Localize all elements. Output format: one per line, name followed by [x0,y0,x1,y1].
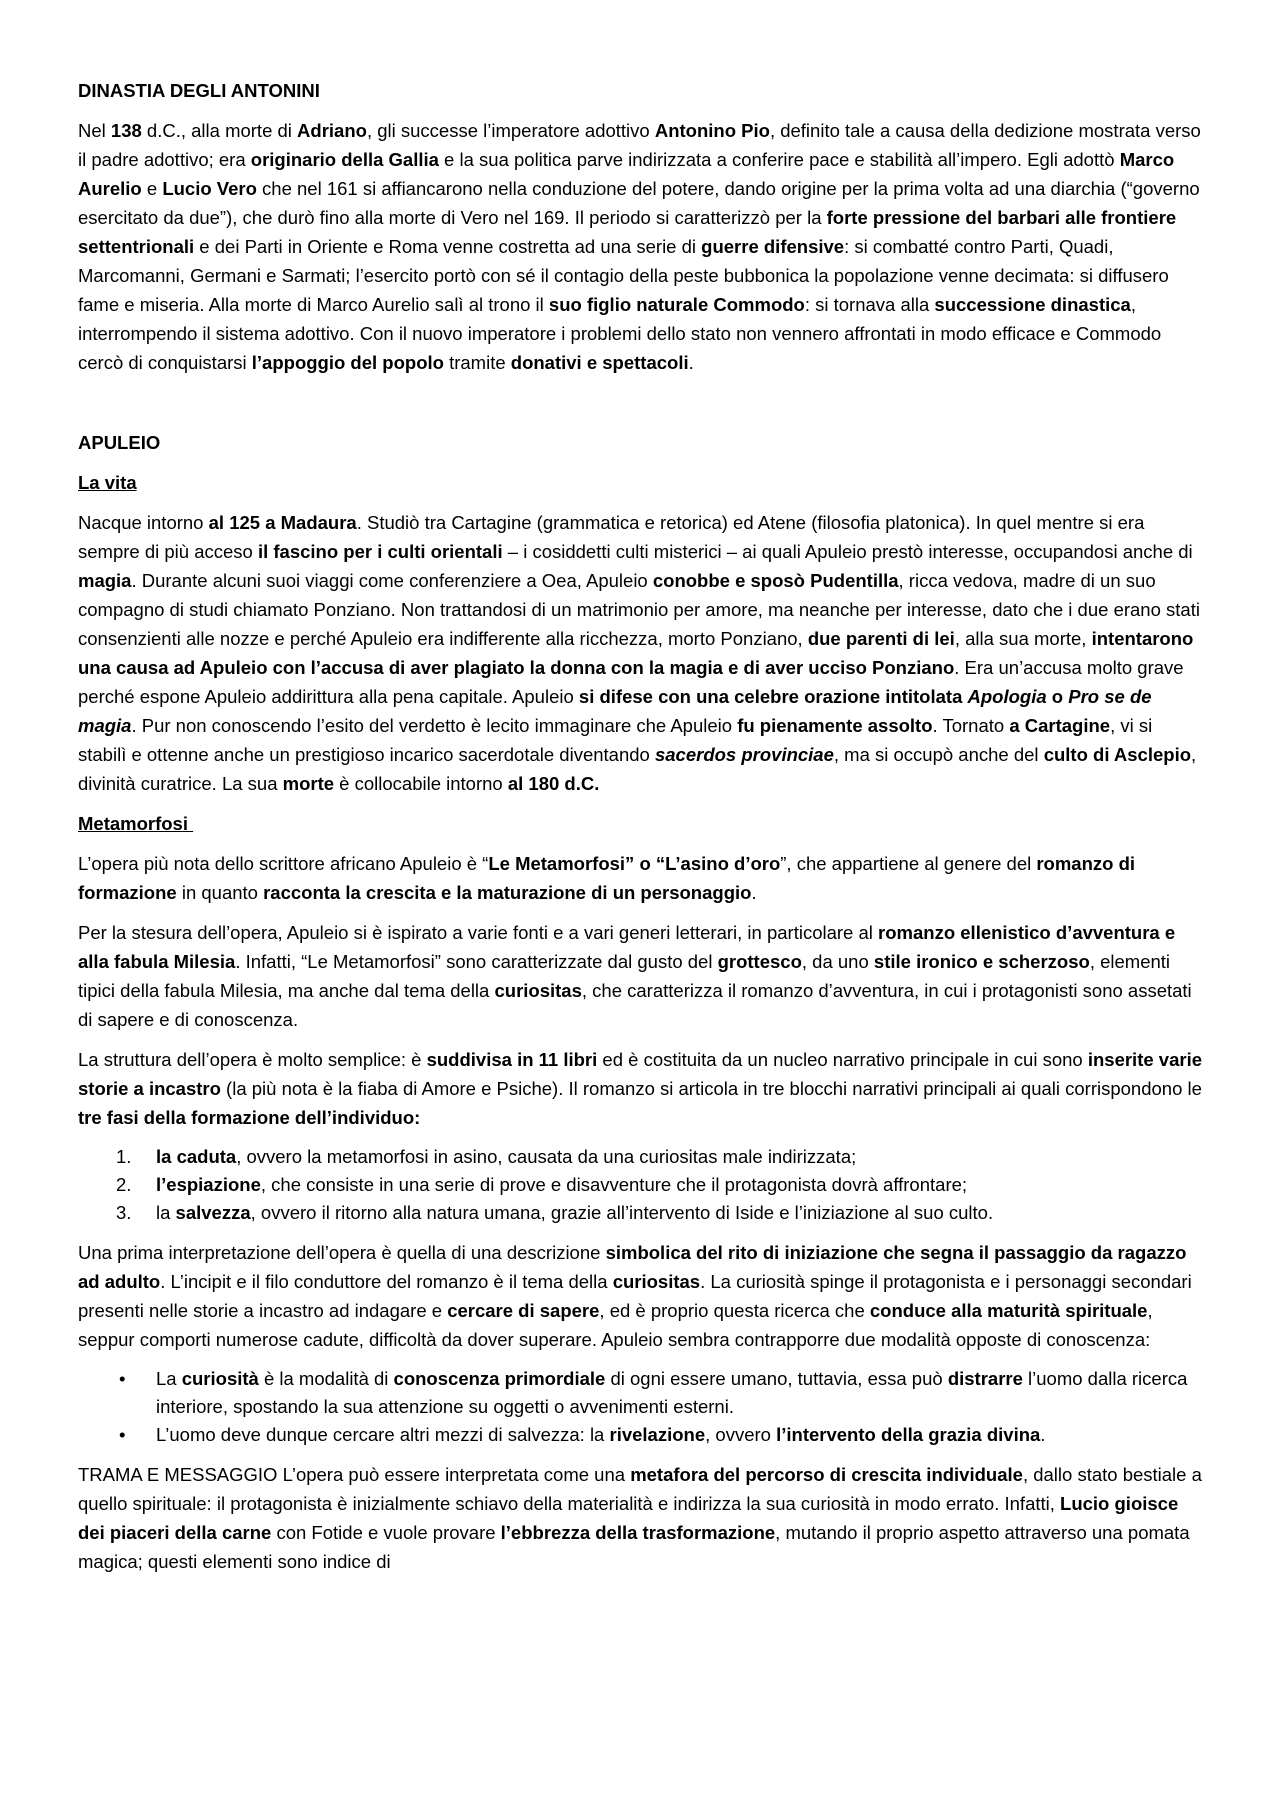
bold-text-run: successione dinastica [934,294,1131,315]
bold-text-run: metafora del percorso di crescita individuale [630,1464,1023,1485]
paragraph-trama-e-messaggio [78,1460,1204,1576]
bold-text-run: a Cartagine [1009,715,1111,736]
bold-text-run: Le Metamorfosi” o “L’asino d’oro [488,853,781,874]
text-run: (la più nota è la fiaba di Amore e Psiche). Il romanzo si articola in tre blocchi narrativi principali ai quali corrispondono le [220,1078,1202,1099]
bold-text-run: conduce alla maturità spirituale [869,1300,1148,1321]
bold-text-run: o [1046,686,1069,707]
text-run: , ovvero [705,1424,777,1445]
text-run: , definito tale a causa della dedizione mostrata verso il padre adottivo; era [78,120,1201,170]
text-run: con Fotide e vuole provare [271,1522,501,1543]
text-run: ed è costituita da un nucleo narrativo principale in cui sono [597,1049,1088,1070]
bold-text-run: il fascino per i culti orientali [257,541,503,562]
bold-text-run: tre fasi della formazione dell’individuo: [78,1107,421,1128]
bold-text-run: Apologia [967,686,1047,707]
section-dinastia-antonini [78,76,1204,377]
text-run: La [156,1368,182,1389]
text-run: . L’incipit e il filo conduttore del romanzo è il tema della [160,1271,613,1292]
text-run: . [688,352,694,373]
bold-text-run: l’appoggio del popolo [251,352,444,373]
subheading-la-vita: La vita [78,472,137,493]
text-run: che nel 161 si affiancarono nella conduzione del potere, dando origine per la prima volta ad una diarchia (“governo esercitato da due”), che durò fino alla morte di Vero nel 169. Il periodo si caratterizzò per la [78,178,1200,228]
text-run: è collocabile intorno [334,773,508,794]
bold-text-run: originario della Gallia [250,149,439,170]
paragraph-vita [78,508,1204,798]
bullet-item-curiosita [78,1365,1204,1421]
section-title-dinastia: DINASTIA DEGLI ANTONINI [78,80,320,101]
bold-text-run: al 125 a Madaura [208,512,357,533]
list-item-text [156,1199,1204,1227]
text-run: l’uomo dalla ricerca interiore, spostando la sua attenzione su oggetti o avvenimenti esterni. [156,1368,1188,1417]
text-run: ”, che appartiene al genere del [780,853,1037,874]
text-run: Nel [78,120,111,141]
bold-text-run: sacerdos provinciae [654,744,834,765]
list-number: 1. [116,1146,132,1167]
list-item-fase-3 [78,1199,1204,1227]
bold-text-run: romanzo ellenistico d’avventura e alla fabula Milesia [78,922,1176,972]
bullet-icon: • [119,1424,126,1445]
text-run: e [141,178,163,199]
bullet-item-text [156,1365,1204,1421]
subheading-metamorfosi: Metamorfosi [78,813,194,834]
bold-text-run: grottesco [717,951,802,972]
list-number: 2. [116,1174,132,1195]
bold-text-run: curiositas [494,980,582,1001]
bold-text-run: l’ebbrezza della trasformazione [500,1522,776,1543]
bold-text-run: l’intervento della grazia divina [776,1424,1041,1445]
text-run: . Durante alcuni suoi viaggi come conferenziere a Oea, Apuleio [131,570,653,591]
section-title-apuleio: APULEIO [78,432,161,453]
bold-text-run: intentarono una causa ad Apuleio con l’accusa di aver plagiato la donna con la magia e di aver ucciso Ponziano [78,628,1194,678]
bullet-list-conoscenza [78,1365,1204,1449]
text-run: Nacque intorno [78,512,209,533]
text-run: , che consiste in una serie di prove e disavventure che il protagonista dovrà affrontare; [260,1174,968,1195]
bold-text-run: donativi e spettacoli [510,352,689,373]
text-run: , ma si occupò anche del [833,744,1044,765]
bullet-item-text [156,1421,1204,1449]
text-run: . Infatti, “Le Metamorfosi” sono caratterizzate dal gusto del [235,951,718,972]
bold-text-run: salvezza [175,1202,251,1223]
text-run: La struttura dell’opera è molto semplice: è [78,1049,427,1070]
text-run: e la sua politica parve indirizzata a conferire pace e stabilità all’impero. Egli adottò [438,149,1120,170]
bold-text-run: Antonino Pio [654,120,770,141]
numbered-list-fasi [78,1143,1204,1227]
bold-text-run: l’espiazione [156,1174,261,1195]
bold-text-run: suddivisa in 11 libri [426,1049,598,1070]
text-run: , vi si stabilì e ottenne anche un prestigioso incarico sacerdotale diventando [78,715,1153,765]
text-run: L’uomo deve dunque cercare altri mezzi di salvezza: la [156,1424,610,1445]
text-run: tramite [443,352,511,373]
bold-text-run: stile ironico e scherzoso [873,951,1090,972]
text-run: , ovvero il ritorno alla natura umana, grazie all’intervento di Iside e l’iniziazione al suo culto. [250,1202,994,1223]
text-run: , ricca vedova, madre di un suo compagno di studi chiamato Ponziano. Non trattandosi di un matrimonio per amore, ma neanche per interesse, dato che i due erano stati consenzienti alle nozze e perché Apuleio era indifferente alla ricchezza, morto Ponziano, [78,570,1200,649]
section-apuleio [78,428,1204,1576]
text-run: in quanto [176,882,264,903]
text-run: , gli successe l’imperatore adottivo [366,120,655,141]
empty-line [78,388,1204,417]
bold-text-run: distrarre [947,1368,1023,1389]
text-run: di ogni essere umano, tuttavia, essa può [605,1368,948,1389]
text-run: e dei Parti in Oriente e Roma venne costretta ad una serie di [194,236,702,257]
text-run: , mutando il proprio aspetto attraverso una pomata magica; questi elementi sono indice di [78,1522,1190,1572]
bold-text-run: culto di Asclepio [1043,744,1192,765]
bold-text-run: due parenti di lei [807,628,955,649]
text-run: , ed è proprio questa ricerca che [599,1300,870,1321]
bold-text-run: Lucio Vero [162,178,257,199]
text-run: . [1040,1424,1046,1445]
bold-text-run: romanzo di formazione [78,853,1136,903]
text-run: . [751,882,757,903]
text-run: , ovvero la metamorfosi in asino, causata da una curiositas male indirizzata; [236,1146,857,1167]
bold-text-run: al 180 d.C. [507,773,600,794]
bold-text-run: curiosità [181,1368,259,1389]
paragraph-fonti [78,918,1204,1034]
bold-text-run: magia [78,570,132,591]
bold-text-run: morte [282,773,335,794]
text-run: Una prima interpretazione dell’opera è quella di una descrizione [78,1242,606,1263]
text-run: , interrompendo il sistema adottivo. Con il nuovo imperatore i problemi dello stato non vennero affrontati in modo efficace e Commodo cercò di conquistarsi [78,294,1162,373]
text-run: L’opera più nota dello scrittore africano Apuleio è “ [78,853,489,874]
bold-text-run: Pro se de magia [78,686,1152,736]
text-run: Per la stesura dell’opera, Apuleio si è ispirato a varie fonti e a vari generi letterari, in particolare al [78,922,879,943]
text-run: , divinità curatrice. La sua [78,744,1197,794]
bold-text-run: inserite varie storie a incastro [78,1049,1202,1099]
bold-text-run: conobbe e sposò Pudentilla [652,570,899,591]
bullet-item-rivelazione [78,1421,1204,1449]
text-run: , elementi tipici della fabula Milesia, ma anche dal tema della [78,951,1171,1001]
text-run: , seppur comporti numerose cadute, difficoltà da dover superare. Apuleio sembra contrapporre due modalità opposte di conoscenza: [78,1300,1153,1350]
bold-text-run: 138 [110,120,142,141]
bold-text-run: curiositas [612,1271,701,1292]
text-run: . La curiosità spinge il protagonista e i personaggi secondari presenti nelle storie a incastro ad indagare e [78,1271,1192,1321]
text-run: . Tornato [932,715,1010,736]
bold-text-run: cercare di sapere [447,1300,600,1321]
list-item-text [156,1171,1204,1199]
paragraph-dinastia [78,116,1204,377]
text-run: . Studiò tra Cartagine (grammatica e retorica) ed Atene (filosofia platonica). In quel mentre si era sempre di più acceso [78,512,1145,562]
text-run: : si combatté contro Parti, Quadi, Marcomanni, Germani e Sarmati; l’esercito portò con sé il contagio della peste bubbonica la popolazione venne decimata: si diffusero fame e miseria. Alla morte di Marco Aurelio salì al trono il [78,236,1169,315]
bold-text-run: guerre difensive [701,236,845,257]
bold-text-run: fu pienamente assolto [737,715,933,736]
bold-text-run: conoscenza primordiale [393,1368,606,1389]
bold-text-run: Adriano [297,120,367,141]
bold-text-run: Marco Aurelio [78,149,1175,199]
text-run: . Era un’accusa molto grave perché espone Apuleio addirittura alla pena capitale. Apuleio [78,657,1184,707]
text-run: , da uno [801,951,874,972]
bold-text-run: si difese con una celebre orazione intitolata [578,686,968,707]
text-run: , alla sua morte, [954,628,1092,649]
bold-text-run: forte pressione del barbari alle frontiere settentrionali [78,207,1177,257]
bold-text-run: la caduta [156,1146,237,1167]
list-item-fase-2 [78,1171,1204,1199]
text-run: . Pur non conoscendo l’esito del verdetto è lecito immaginare che Apuleio [131,715,738,736]
text-run: , che caratterizza il romanzo d’avventura, in cui i protagonisti sono assetati di sapere e di conoscenza. [78,980,1192,1030]
text-run: d.C., alla morte di [141,120,298,141]
text-run: la [156,1202,176,1223]
list-item-fase-1 [78,1143,1204,1171]
text-run: : si tornava alla [804,294,935,315]
paragraph-struttura [78,1045,1204,1132]
bold-text-run: racconta la crescita e la maturazione di un personaggio [263,882,752,903]
bold-text-run: simbolica del rito di iniziazione che segna il passaggio da ragazzo ad adulto [78,1242,1187,1292]
text-run: – i cosiddetti culti misterici – ai quali Apuleio prestò interesse, occupandosi anche di [502,541,1193,562]
list-item-text [156,1143,1204,1171]
bold-text-run: rivelazione [609,1424,706,1445]
list-number: 3. [116,1202,132,1223]
text-run: TRAMA E MESSAGGIO L’opera può essere interpretata come una [78,1464,631,1485]
bold-text-run: Lucio gioisce dei piaceri della carne [78,1493,1179,1543]
paragraph-interpretazione [78,1238,1204,1354]
bold-text-run: suo figlio naturale Commodo [548,294,805,315]
paragraph-opera [78,849,1204,907]
text-run: è la modalità di [258,1368,394,1389]
text-run: , dallo stato bestiale a quello spirituale: il protagonista è inizialmente schiavo della materialità e indirizza la sua curiosità in modo errato. Infatti, [78,1464,1202,1514]
bullet-icon: • [119,1368,126,1389]
